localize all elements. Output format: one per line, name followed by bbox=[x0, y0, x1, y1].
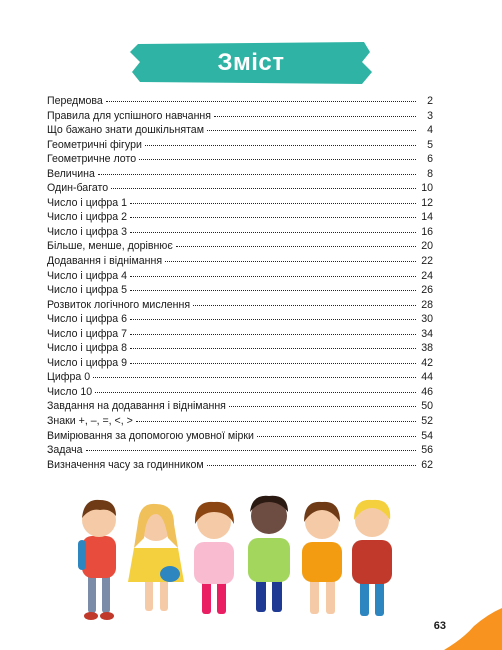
toc-entry-title: Число і цифра 1 bbox=[47, 196, 128, 209]
toc-entry-page: 20 bbox=[421, 240, 433, 253]
toc-entry-title: Число і цифра 8 bbox=[47, 342, 128, 355]
toc-entry-title: Число 10 bbox=[47, 385, 93, 398]
toc-leader-dots bbox=[130, 363, 416, 364]
toc-leader-dots bbox=[130, 319, 416, 320]
toc-leader-dots bbox=[130, 348, 416, 349]
toc-entry-title: Число і цифра 2 bbox=[47, 211, 128, 224]
toc-leader-dots bbox=[145, 145, 416, 146]
toc-entry-title: Розвиток логічного мислення bbox=[47, 298, 191, 311]
toc-entry bbox=[47, 399, 433, 414]
toc-entry-title: Задача bbox=[47, 444, 83, 457]
child-figure-1 bbox=[78, 500, 116, 620]
toc-entry bbox=[47, 109, 433, 124]
toc-entry-page: 14 bbox=[421, 211, 433, 224]
toc-entry-page: 62 bbox=[421, 458, 433, 471]
toc-entry-page: 22 bbox=[421, 255, 433, 268]
toc-entry-page: 10 bbox=[421, 182, 433, 195]
toc-leader-dots bbox=[111, 188, 416, 189]
toc-entry bbox=[47, 210, 433, 225]
toc-leader-dots bbox=[130, 203, 416, 204]
toc-entry-page: 30 bbox=[421, 313, 433, 326]
child-figure-3 bbox=[194, 502, 234, 614]
toc-entry-title: Число і цифра 5 bbox=[47, 284, 128, 297]
toc-entry bbox=[47, 458, 433, 473]
toc-entry-title: Більше, менше, дорівнює bbox=[47, 240, 173, 253]
toc-entry bbox=[47, 138, 433, 153]
toc-leader-dots bbox=[130, 217, 416, 218]
toc-entry bbox=[47, 429, 433, 444]
toc-entry bbox=[47, 239, 433, 254]
toc-entry-title: Завдання на додавання і віднімання bbox=[47, 400, 226, 413]
child-figure-4 bbox=[248, 496, 290, 612]
corner-decoration bbox=[444, 608, 502, 650]
child-figure-2 bbox=[128, 504, 184, 611]
toc-leader-dots bbox=[165, 261, 416, 262]
toc-entry bbox=[47, 327, 433, 342]
toc-leader-dots bbox=[207, 130, 416, 131]
toc-entry-page: 44 bbox=[421, 371, 433, 384]
toc-entry-page: 8 bbox=[427, 167, 433, 180]
toc-entry-page: 54 bbox=[421, 429, 433, 442]
toc-entry bbox=[47, 283, 433, 298]
toc-entry-title: Передмова bbox=[47, 95, 103, 107]
toc-entry-page: 26 bbox=[421, 284, 433, 297]
toc-entry bbox=[47, 254, 433, 269]
toc-entry-title: Знаки +, –, =, <, > bbox=[47, 415, 133, 428]
child-figure-6 bbox=[352, 500, 392, 616]
toc-leader-dots bbox=[130, 232, 416, 233]
toc-entry-title: Вимірювання за допомогою умовної мірки bbox=[47, 429, 254, 442]
toc-leader-dots bbox=[95, 392, 416, 393]
toc-leader-dots bbox=[86, 450, 416, 451]
toc-entry bbox=[47, 312, 433, 327]
toc-entry bbox=[47, 385, 433, 400]
toc-entry-page: 6 bbox=[427, 153, 433, 166]
toc-leader-dots bbox=[139, 159, 416, 160]
toc-entry-page: 34 bbox=[421, 327, 433, 340]
toc-entry-page: 50 bbox=[421, 400, 433, 413]
table-of-contents bbox=[47, 94, 433, 472]
toc-entry-title: Геометричне лото bbox=[47, 153, 137, 166]
toc-entry-page: 28 bbox=[421, 298, 433, 311]
toc-leader-dots bbox=[229, 406, 416, 407]
toc-entry-page: 52 bbox=[421, 415, 433, 428]
toc-entry-title: Один-багато bbox=[47, 182, 109, 195]
toc-leader-dots bbox=[93, 377, 416, 378]
toc-leader-dots bbox=[193, 305, 416, 306]
toc-entry-title: Цифра 0 bbox=[47, 371, 91, 384]
toc-entry bbox=[47, 356, 433, 371]
toc-entry bbox=[47, 269, 433, 284]
toc-entry bbox=[47, 167, 433, 182]
toc-entry-title: Число і цифра 3 bbox=[47, 225, 128, 238]
toc-entry bbox=[47, 341, 433, 356]
toc-entry-title: Правила для успішного навчання bbox=[47, 109, 212, 122]
toc-entry-page: 12 bbox=[421, 196, 433, 209]
toc-entry-page: 24 bbox=[421, 269, 433, 282]
toc-entry-title: Число і цифра 6 bbox=[47, 313, 128, 326]
toc-entry-page: 38 bbox=[421, 342, 433, 355]
toc-entry-page: 46 bbox=[421, 385, 433, 398]
title-banner bbox=[126, 38, 376, 88]
toc-entry-title: Що бажано знати дошкільнятам bbox=[47, 124, 204, 137]
toc-entry-page: 2 bbox=[427, 95, 433, 107]
toc-leader-dots bbox=[98, 174, 416, 175]
toc-entry bbox=[47, 196, 433, 211]
toc-entry-title: Величина bbox=[47, 167, 95, 180]
toc-entry-title: Число і цифра 9 bbox=[47, 356, 128, 369]
toc-entry-page: 56 bbox=[421, 444, 433, 457]
toc-entry-title: Додавання і віднімання bbox=[47, 255, 163, 268]
toc-entry bbox=[47, 414, 433, 429]
toc-entry-page: 42 bbox=[421, 356, 433, 369]
toc-leader-dots bbox=[176, 246, 416, 247]
toc-entry bbox=[47, 225, 433, 240]
toc-entry-page: 3 bbox=[427, 109, 433, 122]
toc-entry-title: Число і цифра 4 bbox=[47, 269, 128, 282]
toc-entry-title: Визначення часу за годинником bbox=[47, 458, 204, 471]
toc-entry-page: 16 bbox=[421, 225, 433, 238]
toc-entry bbox=[47, 443, 433, 458]
toc-entry bbox=[47, 181, 433, 196]
toc-leader-dots bbox=[130, 334, 416, 335]
toc-entry bbox=[47, 370, 433, 385]
child-figure-5 bbox=[302, 502, 342, 614]
toc-leader-dots bbox=[207, 465, 416, 466]
toc-entry-page: 4 bbox=[427, 124, 433, 137]
toc-leader-dots bbox=[130, 290, 416, 291]
toc-leader-dots bbox=[106, 101, 416, 102]
toc-leader-dots bbox=[257, 436, 416, 437]
toc-leader-dots bbox=[136, 421, 416, 422]
toc-entry-title: Число і цифра 7 bbox=[47, 327, 128, 340]
toc-leader-dots bbox=[214, 116, 416, 117]
children-illustration bbox=[70, 478, 400, 628]
toc-entry bbox=[47, 123, 433, 138]
page-number: 63 bbox=[433, 620, 446, 632]
toc-leader-dots bbox=[130, 276, 416, 277]
toc-entry-title: Геометричні фігури bbox=[47, 138, 142, 151]
toc-entry-page: 5 bbox=[427, 138, 433, 151]
page-title: Зміст bbox=[217, 49, 285, 76]
toc-entry bbox=[47, 152, 433, 167]
toc-entry bbox=[47, 94, 433, 109]
toc-entry bbox=[47, 298, 433, 313]
